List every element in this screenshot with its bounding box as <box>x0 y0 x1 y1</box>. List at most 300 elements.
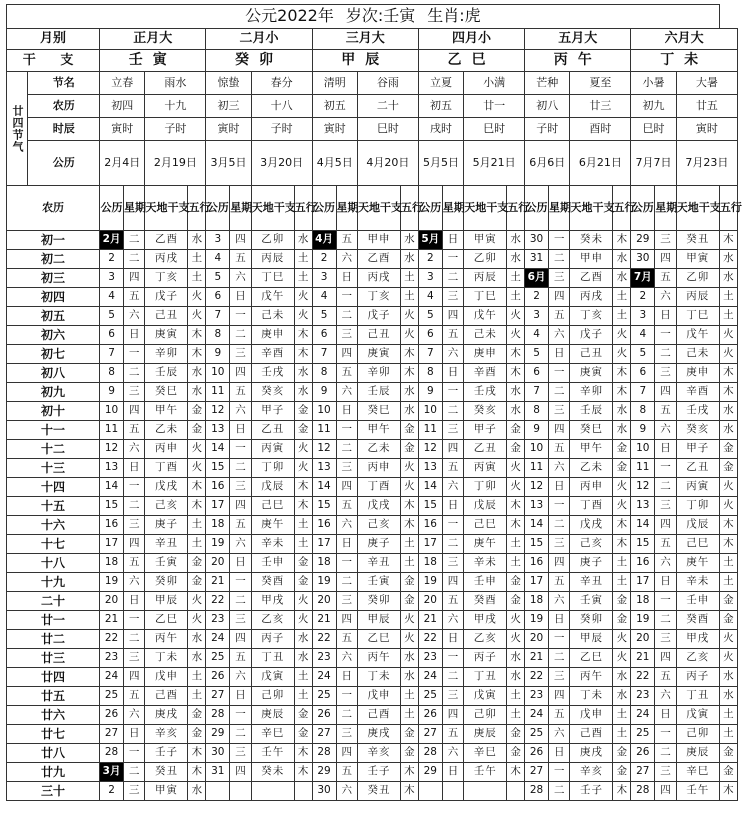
jieqi-shichen: 酉时 <box>570 118 631 141</box>
day-wuxing: 木 <box>719 231 737 250</box>
day-gongli: 13 <box>418 459 442 478</box>
day-wuxing: 水 <box>188 630 206 649</box>
day-gongli: 5 <box>100 307 124 326</box>
jieqi-row-label: 节名 <box>28 72 100 95</box>
day-ganzhi: 己酉 <box>570 725 613 744</box>
day-xingqi: 四 <box>655 383 676 402</box>
day-wuxing: 土 <box>719 706 737 725</box>
day-xingqi: 一 <box>442 649 463 668</box>
day-wuxing: 金 <box>507 592 525 611</box>
day-gongli: 24 <box>631 706 655 725</box>
day-gongli: 15 <box>100 497 124 516</box>
day-xingqi: 四 <box>442 573 463 592</box>
day-wuxing: 金 <box>188 402 206 421</box>
day-wuxing: 金 <box>294 402 312 421</box>
day-ganzhi: 庚子 <box>357 535 400 554</box>
day-wuxing: 火 <box>613 649 631 668</box>
day-ganzhi: 丙申 <box>357 459 400 478</box>
month-ganzhi: 甲辰 <box>312 50 418 72</box>
jieqi-name: 谷雨 <box>357 72 418 95</box>
day-xingqi: 二 <box>655 611 676 630</box>
day-ganzhi: 辛酉 <box>464 364 507 383</box>
day-wuxing: 土 <box>294 516 312 535</box>
day-ganzhi: 丙戌 <box>357 269 400 288</box>
day-ganzhi: 壬子 <box>570 782 613 801</box>
day-xingqi: 四 <box>124 402 145 421</box>
day-ganzhi: 己卯 <box>464 706 507 725</box>
day-wuxing: 火 <box>294 611 312 630</box>
jieqi-name: 大暑 <box>676 72 737 95</box>
day-gongli: 14 <box>525 516 549 535</box>
day-xingqi: 二 <box>124 497 145 516</box>
day-gongli: 3月 <box>100 763 124 782</box>
day-ganzhi: 甲寅 <box>676 250 719 269</box>
day-xingqi: 一 <box>230 307 251 326</box>
jieqi-gongli: 7月23日 <box>676 141 737 186</box>
day-gongli: 18 <box>206 516 230 535</box>
day-ganzhi: 辛巳 <box>464 744 507 763</box>
day-gongli: 3 <box>525 307 549 326</box>
day-wuxing: 木 <box>507 497 525 516</box>
jieqi-gongli: 5月5日 <box>418 141 463 186</box>
day-wuxing: 土 <box>188 535 206 554</box>
day-wuxing: 水 <box>507 649 525 668</box>
jieqi-side-label: 廿四节气 <box>7 72 28 186</box>
day-gongli: 22 <box>525 668 549 687</box>
day-xingqi: 二 <box>549 782 570 801</box>
day-ganzhi: 辛卯 <box>357 364 400 383</box>
jieqi-gongli: 4月20日 <box>357 141 418 186</box>
day-wuxing: 金 <box>719 440 737 459</box>
day-wuxing: 火 <box>719 649 737 668</box>
day-gongli: 17 <box>100 535 124 554</box>
day-ganzhi: 乙亥 <box>464 630 507 649</box>
day-xingqi: 四 <box>336 611 357 630</box>
day-wuxing: 土 <box>719 288 737 307</box>
day-wuxing: 火 <box>400 326 418 345</box>
day-gongli: 21 <box>525 649 549 668</box>
day-xingqi: 三 <box>336 725 357 744</box>
day-wuxing: 木 <box>613 364 631 383</box>
day-wuxing: 木 <box>507 516 525 535</box>
day-ganzhi: 癸亥 <box>251 383 294 402</box>
day-xingqi: 二 <box>442 269 463 288</box>
day-wuxing: 土 <box>294 687 312 706</box>
day-gongli: 24 <box>100 668 124 687</box>
day-ganzhi <box>251 782 294 801</box>
day-wuxing: 火 <box>400 630 418 649</box>
day-xingqi: 二 <box>655 744 676 763</box>
day-gongli: 21 <box>100 611 124 630</box>
day-wuxing: 金 <box>294 706 312 725</box>
day-xingqi: 日 <box>655 706 676 725</box>
day-wuxing: 土 <box>719 573 737 592</box>
lunar-day-label: 初七 <box>7 345 100 364</box>
day-ganzhi: 壬午 <box>676 782 719 801</box>
day-xingqi: 六 <box>336 516 357 535</box>
day-ganzhi: 庚申 <box>464 345 507 364</box>
day-xingqi: 四 <box>336 478 357 497</box>
day-xingqi: 五 <box>336 497 357 516</box>
lunar-day-label: 廿九 <box>7 763 100 782</box>
day-wuxing: 金 <box>613 440 631 459</box>
label-nongli: 农历 <box>7 186 100 231</box>
day-wuxing: 土 <box>400 554 418 573</box>
day-gongli: 23 <box>525 687 549 706</box>
day-gongli: 25 <box>418 687 442 706</box>
day-gongli: 24 <box>206 630 230 649</box>
day-wuxing: 金 <box>400 744 418 763</box>
day-wuxing: 火 <box>507 307 525 326</box>
day-gongli: 26 <box>206 668 230 687</box>
day-xingqi: 六 <box>124 307 145 326</box>
day-ganzhi: 壬戌 <box>676 402 719 421</box>
day-wuxing: 水 <box>719 269 737 288</box>
day-wuxing: 木 <box>400 345 418 364</box>
day-ganzhi: 丙寅 <box>251 440 294 459</box>
day-wuxing: 木 <box>400 497 418 516</box>
day-xingqi: 二 <box>124 630 145 649</box>
day-wuxing: 土 <box>507 269 525 288</box>
day-ganzhi: 己未 <box>464 326 507 345</box>
day-gongli: 15 <box>312 497 336 516</box>
day-ganzhi: 丁丑 <box>251 649 294 668</box>
day-wuxing: 木 <box>188 478 206 497</box>
day-xingqi: 三 <box>655 630 676 649</box>
jieqi-gongli: 3月20日 <box>251 141 312 186</box>
day-xingqi: 二 <box>549 250 570 269</box>
day-ganzhi: 辛亥 <box>357 744 400 763</box>
day-gongli: 13 <box>206 421 230 440</box>
day-xingqi: 五 <box>230 250 251 269</box>
day-gongli: 17 <box>418 535 442 554</box>
day-gongli: 20 <box>100 592 124 611</box>
day-xingqi: 三 <box>549 402 570 421</box>
day-ganzhi: 癸酉 <box>251 573 294 592</box>
jieqi-name: 雨水 <box>145 72 206 95</box>
day-ganzhi: 乙未 <box>357 440 400 459</box>
day-xingqi: 一 <box>549 630 570 649</box>
jieqi-nongli: 初五 <box>418 95 463 118</box>
day-ganzhi: 辛酉 <box>251 345 294 364</box>
day-ganzhi: 甲子 <box>251 402 294 421</box>
day-ganzhi: 己亥 <box>145 497 188 516</box>
day-gongli: 7 <box>206 307 230 326</box>
day-ganzhi: 癸卯 <box>145 573 188 592</box>
day-wuxing: 土 <box>719 554 737 573</box>
day-xingqi: 三 <box>230 478 251 497</box>
day-ganzhi: 戊午 <box>464 307 507 326</box>
day-xingqi: 六 <box>442 345 463 364</box>
jieqi-nongli: 廿五 <box>676 95 737 118</box>
col-wuxing-header: 五行 <box>400 186 418 231</box>
day-gongli: 31 <box>525 250 549 269</box>
day-wuxing: 火 <box>294 307 312 326</box>
day-gongli: 15 <box>418 497 442 516</box>
day-gongli: 22 <box>631 668 655 687</box>
day-ganzhi: 庚辰 <box>676 744 719 763</box>
day-xingqi: 日 <box>124 725 145 744</box>
day-wuxing: 水 <box>294 231 312 250</box>
day-xingqi: 日 <box>336 535 357 554</box>
lunar-day-label: 廿六 <box>7 706 100 725</box>
day-ganzhi: 辛未 <box>676 573 719 592</box>
day-ganzhi: 甲辰 <box>570 630 613 649</box>
day-wuxing: 木 <box>400 763 418 782</box>
day-gongli: 19 <box>631 611 655 630</box>
day-wuxing: 木 <box>188 763 206 782</box>
day-xingqi: 日 <box>230 421 251 440</box>
day-xingqi: 二 <box>230 592 251 611</box>
day-wuxing: 水 <box>294 630 312 649</box>
day-ganzhi: 戊辰 <box>464 497 507 516</box>
jieqi-nongli: 初八 <box>525 95 570 118</box>
day-wuxing: 木 <box>188 345 206 364</box>
day-wuxing: 土 <box>719 725 737 744</box>
day-ganzhi: 癸亥 <box>676 421 719 440</box>
lunar-day-label: 廿二 <box>7 630 100 649</box>
lunar-calendar-table <box>6 4 742 801</box>
day-wuxing: 土 <box>400 706 418 725</box>
day-xingqi: 六 <box>230 269 251 288</box>
jieqi-nongli: 廿一 <box>464 95 525 118</box>
day-gongli: 19 <box>525 611 549 630</box>
day-gongli: 23 <box>206 611 230 630</box>
day-ganzhi: 戊辰 <box>251 478 294 497</box>
day-wuxing: 金 <box>719 763 737 782</box>
day-gongli: 26 <box>631 744 655 763</box>
day-gongli: 12 <box>100 440 124 459</box>
day-xingqi: 四 <box>442 307 463 326</box>
day-gongli: 16 <box>525 554 549 573</box>
day-wuxing: 水 <box>507 231 525 250</box>
day-wuxing: 土 <box>294 535 312 554</box>
day-gongli: 15 <box>206 459 230 478</box>
day-ganzhi: 丙午 <box>570 668 613 687</box>
day-gongli: 8 <box>100 364 124 383</box>
day-wuxing: 水 <box>613 668 631 687</box>
day-gongli: 23 <box>100 649 124 668</box>
day-xingqi <box>442 782 463 801</box>
col-gongli-header: 公历 <box>418 186 442 231</box>
day-gongli: 10 <box>631 440 655 459</box>
day-xingqi: 三 <box>336 459 357 478</box>
day-gongli: 17 <box>525 573 549 592</box>
day-ganzhi: 乙亥 <box>676 649 719 668</box>
col-wuxing-header: 五行 <box>719 186 737 231</box>
day-wuxing: 火 <box>507 326 525 345</box>
day-wuxing: 金 <box>507 725 525 744</box>
jieqi-name: 夏至 <box>570 72 631 95</box>
day-ganzhi: 壬申 <box>251 554 294 573</box>
day-gongli: 2 <box>100 782 124 801</box>
day-ganzhi: 壬子 <box>145 744 188 763</box>
day-xingqi: 一 <box>442 516 463 535</box>
day-gongli: 14 <box>100 478 124 497</box>
day-gongli: 17 <box>206 497 230 516</box>
label-ganzhi: 干 支 <box>7 50 100 72</box>
day-wuxing: 水 <box>188 383 206 402</box>
day-ganzhi: 乙巳 <box>570 649 613 668</box>
jieqi-row-label: 时辰 <box>28 118 100 141</box>
day-xingqi: 五 <box>549 706 570 725</box>
day-wuxing: 木 <box>613 231 631 250</box>
day-ganzhi: 甲寅 <box>464 231 507 250</box>
day-ganzhi: 己巳 <box>676 535 719 554</box>
day-wuxing: 土 <box>188 250 206 269</box>
day-gongli: 31 <box>206 763 230 782</box>
day-xingqi: 五 <box>442 326 463 345</box>
day-gongli: 30 <box>206 744 230 763</box>
day-wuxing: 水 <box>188 782 206 801</box>
day-xingqi: 五 <box>442 592 463 611</box>
day-gongli: 11 <box>525 459 549 478</box>
day-xingqi: 四 <box>442 440 463 459</box>
day-xingqi: 六 <box>655 687 676 706</box>
day-wuxing: 金 <box>294 725 312 744</box>
day-xingqi: 四 <box>655 516 676 535</box>
day-xingqi: 三 <box>549 269 570 288</box>
day-gongli: 12 <box>312 440 336 459</box>
day-wuxing: 火 <box>188 592 206 611</box>
day-ganzhi: 庚寅 <box>357 345 400 364</box>
jieqi-gongli: 4月5日 <box>312 141 357 186</box>
day-xingqi: 六 <box>230 535 251 554</box>
col-xingqi-header: 星期 <box>549 186 570 231</box>
day-ganzhi: 庚寅 <box>570 364 613 383</box>
day-ganzhi: 丁丑 <box>464 668 507 687</box>
day-wuxing: 金 <box>719 592 737 611</box>
day-xingqi: 五 <box>124 288 145 307</box>
day-gongli: 12 <box>418 440 442 459</box>
jieqi-shichen: 巳时 <box>464 118 525 141</box>
day-wuxing: 金 <box>719 611 737 630</box>
day-wuxing: 水 <box>507 668 525 687</box>
day-gongli: 27 <box>525 763 549 782</box>
day-wuxing: 金 <box>719 459 737 478</box>
col-gongli-header: 公历 <box>312 186 336 231</box>
day-gongli: 22 <box>312 630 336 649</box>
day-ganzhi: 丙寅 <box>464 459 507 478</box>
day-wuxing: 火 <box>719 497 737 516</box>
day-wuxing: 木 <box>719 782 737 801</box>
day-xingqi: 日 <box>230 288 251 307</box>
day-xingqi: 五 <box>442 459 463 478</box>
jieqi-name: 春分 <box>251 72 312 95</box>
day-wuxing <box>294 782 312 801</box>
day-xingqi: 二 <box>442 402 463 421</box>
day-gongli: 15 <box>631 535 655 554</box>
day-gongli: 11 <box>631 459 655 478</box>
day-wuxing: 金 <box>613 763 631 782</box>
day-xingqi: 日 <box>442 231 463 250</box>
day-xingqi: 日 <box>549 478 570 497</box>
day-wuxing: 水 <box>188 231 206 250</box>
day-gongli: 2 <box>631 288 655 307</box>
day-gongli: 22 <box>100 630 124 649</box>
jieqi-gongli: 5月21日 <box>464 141 525 186</box>
day-xingqi <box>230 782 251 801</box>
day-gongli: 16 <box>206 478 230 497</box>
day-gongli: 13 <box>312 459 336 478</box>
day-gongli: 19 <box>418 573 442 592</box>
day-ganzhi: 乙卯 <box>464 250 507 269</box>
day-ganzhi: 乙巳 <box>357 630 400 649</box>
day-ganzhi: 辛丑 <box>570 573 613 592</box>
day-gongli: 27 <box>312 725 336 744</box>
day-wuxing: 土 <box>507 554 525 573</box>
day-gongli: 14 <box>418 478 442 497</box>
day-ganzhi: 庚午 <box>251 516 294 535</box>
day-gongli: 9 <box>631 421 655 440</box>
jieqi-name: 立春 <box>100 72 145 95</box>
day-xingqi: 三 <box>230 611 251 630</box>
day-gongli: 6 <box>631 364 655 383</box>
day-xingqi: 一 <box>655 326 676 345</box>
day-xingqi: 一 <box>549 497 570 516</box>
day-xingqi: 二 <box>124 231 145 250</box>
day-gongli: 16 <box>312 516 336 535</box>
day-gongli: 17 <box>631 573 655 592</box>
day-wuxing: 土 <box>188 687 206 706</box>
day-wuxing: 木 <box>719 364 737 383</box>
day-gongli: 30 <box>631 250 655 269</box>
jieqi-shichen: 寅时 <box>100 118 145 141</box>
col-tiandi-ganzhi-header: 天地干支 <box>357 186 400 231</box>
col-tiandi-ganzhi-header: 天地干支 <box>145 186 188 231</box>
day-xingqi: 六 <box>230 668 251 687</box>
day-gongli: 20 <box>312 592 336 611</box>
day-gongli: 9 <box>525 421 549 440</box>
day-gongli: 29 <box>631 231 655 250</box>
lunar-day-label: 初五 <box>7 307 100 326</box>
day-ganzhi: 乙酉 <box>357 250 400 269</box>
day-wuxing: 水 <box>719 421 737 440</box>
day-gongli: 2 <box>525 288 549 307</box>
day-wuxing: 金 <box>188 725 206 744</box>
day-gongli: 25 <box>525 725 549 744</box>
day-xingqi: 一 <box>336 687 357 706</box>
day-xingqi: 四 <box>336 345 357 364</box>
day-gongli: 9 <box>418 383 442 402</box>
day-ganzhi: 癸丑 <box>145 763 188 782</box>
jieqi-nongli: 十九 <box>145 95 206 118</box>
day-xingqi: 二 <box>124 250 145 269</box>
day-wuxing: 火 <box>507 630 525 649</box>
day-ganzhi: 癸丑 <box>357 782 400 801</box>
day-gongli: 3 <box>631 307 655 326</box>
day-xingqi: 三 <box>655 364 676 383</box>
day-ganzhi: 戊戌 <box>570 516 613 535</box>
day-ganzhi: 甲子 <box>464 421 507 440</box>
day-gongli: 3 <box>100 269 124 288</box>
day-xingqi: 四 <box>230 497 251 516</box>
day-wuxing: 水 <box>507 250 525 269</box>
day-gongli: 19 <box>100 573 124 592</box>
day-xingqi: 六 <box>549 592 570 611</box>
day-ganzhi: 辛丑 <box>145 535 188 554</box>
month-ganzhi: 丙午 <box>525 50 631 72</box>
day-xingqi: 六 <box>124 573 145 592</box>
day-gongli: 24 <box>525 706 549 725</box>
day-xingqi: 六 <box>336 782 357 801</box>
day-ganzhi: 壬寅 <box>570 592 613 611</box>
day-xingqi: 四 <box>230 630 251 649</box>
day-xingqi: 一 <box>336 421 357 440</box>
day-wuxing: 木 <box>719 383 737 402</box>
day-ganzhi: 丁酉 <box>570 497 613 516</box>
day-ganzhi: 戊戌 <box>145 478 188 497</box>
